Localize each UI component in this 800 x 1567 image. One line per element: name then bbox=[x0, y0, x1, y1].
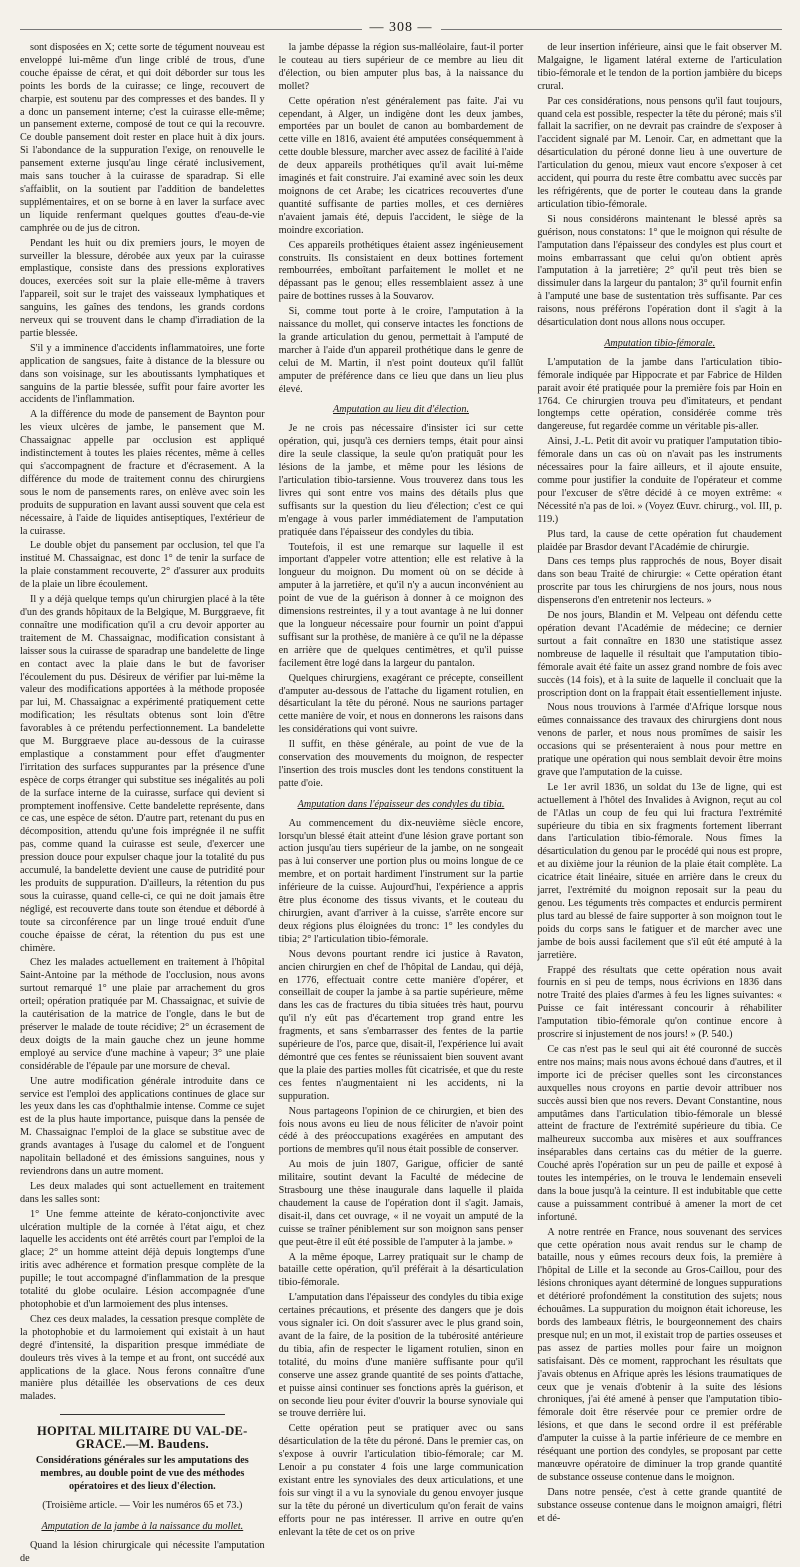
paragraph: Nous devons pourtant rendre ici justice à Ravaton, ancien chirurgien en chef de l'hôpital de Landau, qui déjà, en 1776, effectuait contre cette manière d'opérer, et conseillait de couper la jambe à sa partie supérieure, même dans les cas de fractures du tibia situées très haut, pourvu qu'il n'y eût pas d'écartement trop grand entre les fragments, et sans s'embarrasser des fentes de la partie supérieure de l'os, parce que, disait-il, l'expérience lui avait démontré que ces fentes se réunissaient bien souvent avant que la plaie des parties molles fût cicatrisée, et que du reste ces fentes n'augmentaient ni les accidents, ni la suppuration. bbox=[278, 948, 524, 1102]
paragraph: Ces appareils prothétiques étaient assez ingénieusement construits. Ils consistaient en deux bottines fortement rembourrées, emboîtant parfaitement le mollet et ne dépassant pas le genou; elles ressemblaient assez à une paire de bottines russes à la Souvarov. bbox=[278, 239, 524, 303]
section-title-election: Amputation au lieu dit d'élection. bbox=[332, 404, 469, 416]
right-paragraphs-2 bbox=[537, 357, 782, 1526]
paragraph: Par ces considérations, nous pensons qu'il faut toujours, quand cela est possible, respecter la tête du péroné; mais s'il fallait la sacrifier, on ne devrait pas craindre de s'exposer à l'accident signalé par M. Lenoir. Car, en admettant que la désarticulation du péroné donne lieu à une ouverture de l'articulation du genou, mieux vaut encore s'exposer à cet accident, qui pourra du reste être combattu avec succès par les réfrigérents, que de porter le couteau dans la grande articulation tibio-fémorale. bbox=[537, 95, 782, 210]
paragraph: Ce cas n'est pas le seul qui ait été couronné de succès entre nos mains; mais nous avons échoué dans d'autres, et il importe ici de préciser quelles sont les circonstances auxquelles nous croyons en partie devoir attribuer nos succès aussi bien que nos revers. Devant Constantine, nous amputâmes dans l'articulation tibio-fémorale un blessé atteint de fracture de l'extrémité supérieure du tibia. Ce malheureux succomba aux misères et aux souffrances inséparables dans certains cas du métier de la guerre. Couché après l'opération sur un peu de paille et exposé à toutes les intempéries, on le trouva le lendemain enseveli dans la boue jusqu'à la ceinture. Il est indubitable que cette cause a puissamment contribué à amener la mort de cet infortuné. bbox=[537, 1043, 782, 1223]
paragraph: Les deux malades qui sont actuellement en traitement dans les salles sont: bbox=[20, 1180, 265, 1205]
paragraph: Au commencement du dix-neuvième siècle encore, lorsqu'un blessé était atteint d'une lésion grave portant son action jusqu'au tiers supérieur de la jambe, on ne songeait pas à lui conserver une portion plus ou moins longue de ce membre, et on portait hardiment l'instrument sur la partie inférieure de la cuisse. Aujourd'hui, l'expérience a appris être plus économe des tissus vivants, et le couteau du chirurgien, avant d'arriver à la cuisse, s'arrête encore sur deux régions plus éloignées du tronc: 1° les condyles du tibia; 2° l'articulation tibio-fémorale. bbox=[278, 817, 524, 945]
paragraph: Toutefois, il est une remarque sur laquelle il est important d'appeler votre attention; elle est relative à la longueur du moignon. Du moment où on se décide à amputer à la jarretière, et qu'il n'y a aucun inconvénient au point de vue de la guérison à donner à ce moignon des dimensions restreintes, il y a tout avantage à ne lui donner que la longueur nécessaire pour fournir un point d'appui suffisant sur la prothèse, de manière à ce qu'il ne la dépasse en arrière que de quelques centimètres, et qu'il puisse facilement être logé dans la largeur du pantalon. bbox=[278, 541, 524, 669]
paragraph: Si nous considérons maintenant le blessé après sa guérison, nous constatons: 1° que le moignon qui résulte de l'amputation dans l'épaisseur des condyles est plus court et moins embarrassant que celui qu'on obtient après l'amputation à la jarretière; 2° qu'il peut très bien se dissimuler dans la largeur du pantalon; 3° qu'il fournit enfin à l'amputé une base de sustentation très suffisante. Par ces raisons, nous préférons l'opération dont il s'agit à la désarticulation dont nous allons nous occuper. bbox=[537, 213, 782, 329]
paragraph: Je ne crois pas nécessaire d'insister ici sur cette opération, qui, jusqu'à ces derniers temps, était pour ainsi dire la seule classique, la seule qu'on pratiquât pour les lésions de la jambe, et même pour les lésions de l'articulation tibio-tarsienne. Vous trouverez dans tous les livres qui sont entre vos mains des détails plus que suffisants sur la question du lieu d'élection; c'est ce qui m'engage à vous parler immédiatement de l'amputation pratiquée dans l'épaisseur des condyles du tibia. bbox=[278, 423, 524, 538]
paragraph: Si, comme tout porte à le croire, l'amputation à la naissance du mollet, qui conserve intactes les fonctions de la grande articulation du genou, permettait à l'amputé de marcher à l'aide d'un appareil prothétique dans le genre de celui de M. Martin, il n'est point douteux qu'il fallût amputer de préférence dans ce lieu que dans un lieu plus élevé. bbox=[278, 306, 524, 395]
paragraph: Une autre modification générale introduite dans ce service est l'emploi des applications continues de glace sur les yeux dans les cas d'ophthalmie intense. Comme ce sujet est de la plus haute importance, puisque dans la pensée de M. Chassaignac l'emploi de la glace se substitue avec de grands avantages à l'usage du calomel et de l'onguent napolitain belladoné et des émissions sanguines, nous y reviendrons dans un autre moment. bbox=[20, 1075, 265, 1177]
paragraph: Chez ces deux malades, la cessation presque complète de la photophobie et du larmoiement qui existait à un haut degré d'intensité, la disparition presque immédiate de douleurs très vives à la tempe et au front, ont succédé aux applications de la glace. Nous ferons connaître d'une manière plus détaillée les observations de ces deux malades. bbox=[20, 1313, 265, 1403]
paragraph: A notre rentrée en France, nous souvenant des services que cette opération nous avait rendus sur le champ de bataille, nous y eûmes recours deux fois, la première à l'hôpital de Lille et la seconde au Gros-Caillou, pour des lésions chroniques ayant déterminé de longues suppurations et détérioré profondément la constitution des sujets; nous échouâmes. La suppuration du moignon était ichoreuse, les bords des lambeaux flétris, le bourgeonnement des chairs presque nul; en un mot, il existait trop de parties osseuses et pas assez de parties molles pour faire un moignon satisfaisant. Dès ce moment, rapprochant les résultats que j'avais obtenus en Afrique après les lésions traumatiques de ceux que je venais d'obtenir à la suite des lésions chroniques, j'ai été amené à penser que l'amputation tibio-fémorale doit être réservée pour ce premier ordre de lésions, et que dans le second ordre il est préférable d'amputer la cuisse à la partie inférieure de ce membre en réséquant une portion des condyles, se proposant par cette manœuvre opératoire de diminuer la trop grande quantité de substance osseuse contenue dans le moignon. bbox=[537, 1226, 782, 1483]
article-reference: (Troisième article. — Voir les numéros 65 et 73.) bbox=[42, 1499, 243, 1511]
right-paragraphs-1 bbox=[537, 42, 782, 330]
paragraph: Nous partageons l'opinion de ce chirurgien, et bien des fois nous avons eu lieu de nous féliciter de n'avoir point cédé à des préoccupations exagérées en amputant des portions de membres qu'il nous était possible de conserver. bbox=[278, 1105, 524, 1156]
paragraph: Au mois de juin 1807, Garigue, officier de santé militaire, soutint devant la Faculté de médecine de Strasbourg une thèse inaugurale dans laquelle il plaida chaudement la cause de l'opération dont il s'agit. Jamais, disait-il, dans cet ouvrage, « il ne voyait un amputé de la cuisse se traîner péniblement sur son moignon sans penser que peut-être il eût été possible de l'amputer à la jambe. » bbox=[278, 1159, 524, 1248]
paragraph: Plus tard, la cause de cette opération fut chaudement plaidée par Brasdor devant l'Académie de chirurgie. bbox=[537, 528, 782, 553]
column-separator bbox=[60, 1414, 225, 1415]
hospital-subtitle: Considérations générales sur les amputations des membres, au double point de vue des méthodes opératoires et des lieux d'élection. bbox=[35, 1455, 249, 1492]
paragraph: S'il y a imminence d'accidents inflammatoires, une forte application de sangsues, faite à distance de la blessure ou dans son voisinage, sur les aboutissants lymphatiques et sanguins de la partie blessée, suffit pour faire avorter les accidents de l'inflammation. bbox=[20, 342, 265, 406]
paragraph: la jambe dépasse la région sus-malléolaire, faut-il porter le couteau au tiers supérieur de ce membre au lieu dit d'élection, ou bien amputer plus bas, à la naissance du mollet? bbox=[278, 42, 524, 92]
section-title-leg-amputation: Amputation de la jambe à la naissance du mollet. bbox=[41, 1520, 244, 1532]
paragraph: Cette opération n'est généralement pas faite. J'ai vu cependant, à Alger, un indigène dont les deux jambes, emportées par un boulet de canon au bombardement de cette ville en 1816, avaient été amputées conséquemment à cette double blessure, marcher avec assez de facilité à l'aide de deux appareils prothétiques qu'il avait lui-même imaginés et fait construire. J'ai examiné avec soin les deux moignons de cet Arabe; les cicatrices recouvertes d'une quantité suffisante de parties molles, et ces dernières n'avaient jamais été, depuis l'accident, le siège de la moindre excoriation. bbox=[278, 95, 524, 236]
paragraph: de leur insertion inférieure, ainsi que le fait observer M. Malgaigne, le ligament latéral externe de l'articulation tibio-fémorale et le tendon de la portion jambière du biceps crural. bbox=[537, 42, 782, 92]
page-number: — 308 — bbox=[362, 20, 441, 35]
left-column bbox=[20, 42, 265, 1567]
paragraph: Dans notre pensée, c'est à cette grande quantité de substance osseuse contenue dans le moignon amaigri, flétri et dé- bbox=[537, 1486, 782, 1524]
right-column bbox=[537, 42, 782, 1567]
section-title-tibio-femorale: Amputation tibio-fémorale. bbox=[604, 337, 716, 349]
middle-column bbox=[279, 42, 524, 1567]
middle-paragraphs-1 bbox=[279, 42, 524, 396]
hospital-title: HOPITAL MILITAIRE DU VAL-DE-GRACE.—M. Baudens. bbox=[37, 1424, 248, 1452]
middle-paragraphs-2 bbox=[279, 423, 524, 790]
closing-paragraph: Quand la lésion chirurgicale qui nécessite l'amputation de bbox=[20, 1539, 265, 1564]
paragraph: De nos jours, Blandin et M. Velpeau ont défendu cette opération devant l'Académie de médecine; ce dernier surtout a fait connaître en 1830 une statistique assez nombreuse de laquelle il résultait que l'amputation tibio-fémorale avait été faite un assez grand nombre de fois avec succès (14 fois), et à la suite de laquelle il concluait que la proscription dont on la frappait était essentiellement injuste. bbox=[537, 610, 782, 699]
paragraph: Nous nous trouvions à l'armée d'Afrique lorsque nous eûmes connaissance des travaux des chirurgiens dont nous venons de parler, et nous nous promîmes de saisir les occasions qui se présenteraient à nous pour mettre en pratique une opération qui nous semblait devoir être moins grave que l'amputation de la cuisse. bbox=[537, 702, 782, 778]
paragraph: Il suffit, en thèse générale, au point de vue de la conservation des mouvements du moignon, de respecter l'insertion des trois muscles dont les tendons constituent la patte d'oie. bbox=[278, 739, 524, 789]
paragraph: Dans ces temps plus rapprochés de nous, Boyer disait dans son beau Traité de chirurgie: « Cette opération étant proscrite par tous les chirurgiens de nos jours, nous nous dispenserons d'en entretenir nos lecteurs. » bbox=[537, 556, 782, 607]
paragraph: Le double objet du pansement par occlusion, tel que l'a institué M. Chassaignac, est donc 1° de tenir la surface de la plaie constamment recouverte, 2° d'assurer aux produits de la plaie un libre écoulement. bbox=[20, 540, 265, 591]
paragraph: Frappé des résultats que cette opération nous avait fournis en si peu de temps, nous écrivions en 1836 dans notre Traité des plaies d'armes à feu les lignes suivantes: « Puisse ce fait intéressant concourir à réhabiliter l'amputation tibio-fémorale qu'on continue encore à proscrire si injustement de nos jours! » (P. 540.) bbox=[537, 964, 782, 1041]
paragraph: Chez les malades actuellement en traitement à l'hôpital Saint-Antoine par la méthode de l'occlusion, nous avons surtout remarqué 1° une plaie par arrachement du gros orteil; opération pratiquée par M. Chassaignac, et suivie de la cautérisation de la matrice de l'ongle, dans le but de préserver le malade de toute récidive; 2° un écrasement de deux doigts de la main gauche chez un jeune homme employé au service d'une machine à vapeur; 3° une plaie considérable de l'épaule par une morsure de cheval. bbox=[20, 957, 265, 1072]
page-header bbox=[20, 20, 782, 36]
paragraph: Ainsi, J.-L. Petit dit avoir vu pratiquer l'amputation tibio-fémorale dans un cas où on n'avait pas les instruments nécessaires pour la faire ailleurs, et il ajoute ensuite, comme pour justifier la conduite de l'opérateur et comme pour l'excuser de s'être décidé à ce moyen extrême: « Nécessité n'a pas de loi. » (Voyez Œuvr. chirurg., vol. III, p. 119.) bbox=[537, 436, 782, 525]
paragraph: Le 1er avril 1836, un soldat du 13e de ligne, qui est actuellement à l'hôtel des Invalides à Avignon, reçut au col de l'Atlas un coup de feu qui lui fractura l'extrémité supérieure du tibia en six fragments fortement liberrant dans l'articulation tibio-fémorale. Nous fîmes la désarticulation du genou par le procédé qui nous est propre, et au dixième jour la réunion de la plaie était complète. La cicatrice était linéaire, située en arrière dans le creux du jarret, l'extrémité du moignon reposait sur la peau du genou. Les téguments très compactes et endurcis permirent plus tard au blessé de faire supporter à son moignon tout le poids du corps sans le fatiguer et de marcher avec une jambe de bois aussi facilement que s'il eût été amputé à la jarretière. bbox=[537, 781, 782, 961]
paragraph: Quelques chirurgiens, exagérant ce précepte, conseillent d'amputer au-dessous de l'attache du ligament rotulien, en désarticulant la tête du péroné. Nous ne saurions partager cette manière de voir, et nous en donnerons les raisons dans les considérations qui vont suivre. bbox=[278, 672, 524, 736]
paragraph: Cette opération peut se pratiquer avec ou sans désarticulation de la tête du péroné. Dans le premier cas, on s'expose à ouvrir l'articulation tibio-fémorale; car M. Lenoir a pu constater 4 fois une large communication existant entre les synoviales des deux articulations, et une fois sur vingt il a vu la synoviale du genou envoyer jusque sur la tête du péroné un diverticulum qu'on ferait de vains efforts pour ne pas intéresser. Il arrive en outre qu'en enlevant la tête de cet os on prive bbox=[278, 1423, 524, 1538]
paragraph: sont disposées en X; cette sorte de tégument nouveau est enveloppé lui-même d'un linge criblé de trous, d'une couche épaisse de cérat, et qui doit déborder sur tous les points les bords de la cuirasse; ce linge, recouvert de charpie, est soutenu par des compresses et des bandes. Il y a donc un pansement interne; c'est la cuirasse elle-même; un pansement externe, composé de tout ce qui la recouvre. Ce double pansement doit rester en place huit à dix jours. Si l'abondance de la suppuration l'exige, on renouvelle le pansement externe jusqu'au linge cératé inclusivement, mais sans toucher à la cuirasse de sparadrap. Si elle s'affaiblit, on la soutient par l'addition de bandelettes supplémentaires, et on se borne à en laver la surface avec un liquide renfermant quelques gouttes d'eau-de-vie camphrée ou de jus de citron. bbox=[20, 42, 265, 234]
paragraph: Il y a déjà quelque temps qu'un chirurgien placé à la tête d'un des grands hôpitaux de la Belgique, M. Burggraeve, fit connaître une modification qu'il a cru devoir apporter au traitement de M. Chassaignac, modification consistant à laisser sous la cuirasse de sparadrap une bandelette de linge en contact avec la plaie dans le but de favoriser l'écoulement du pus. Désireux de vérifier par lui-même la valeur des modifications apportées à la méthode proposée par lui, M. Chassaignac a expérimenté pratiquement cette modification; les résultats obtenus sont loin d'être favorables à ce prétendu perfectionnement. La bandelette que M. Burggraeve place au-dessous de la cuirasse emplastique a constamment pour effet d'augmenter l'irritation des surfaces suppurantes par la présence d'une espèce de corps étranger qui substitue ses inégalités au poli de la surface interne de la cuirasse, surface qui devient si promptement inoffensive. Cette bandelette représente, dans ce cas, une espèce de séton. D'autre part, retenant du pus en décomposition, attendu qu'une fois imprégnée il ne suffit pas, comme quand la cuirasse est seule, d'exercer une pression douce pour expulser chaque jour la totalité du pus accumulé, la bandelette devient une cause de putridité pour les produits de suppuration. D'ailleurs, la rétention du pus sous la cuirasse, quand celle-ci, ce qui ne doit jamais être négligé, est recouverte dans toute son étendue et débordé à toute sa circonférence par un linge troué enduit d'une couche épaisse de cérat, la rétention du pus est une chimère. bbox=[20, 594, 265, 954]
paragraph: L'amputation de la jambe dans l'articulation tibio-fémorale indiquée par Hippocrate et par Fabrice de Hilden parait avoir été pratiquée pour la première fois par Hoin en 1764. Ce chirurgien trouva peu d'imitateurs, et pendant longtemps cette opération, considérée comme très dangereuse, fut regardée comme un véritable pis-aller. bbox=[537, 356, 782, 433]
middle-paragraphs-3 bbox=[279, 818, 524, 1540]
paragraph: Pendant les huit ou dix premiers jours, le moyen de surveiller la blessure, dérobée aux yeux par la cuirasse emplastique, consiste dans des pressions exploratives douces, exercées soit sur la plaie elle-même à travers l'appareil, soit sur le trajet des vaisseaux lymphatiques et sanguins, les gaînes des tendons, les grands cordons nerveux qui se trouvent dans le champ d'irradiation de la partie blessée. bbox=[20, 237, 265, 339]
paragraph: L'amputation dans l'épaisseur des condyles du tibia exige certaines précautions, et présente des dangers que je dois vous signaler ici. On doit s'assurer avec le plus grand soin, avant de la faire, de la position de la tubérosité antérieure du tibia, afin de respecter le ligament rotulien, sinon en totalité, du moins d'une manière suffisante pour qu'il conserve une assez grande quantité de ses points d'attache, et puisse ainsi continuer ses fonctions après la guérison, et on seconde lieu pour éviter d'ouvrir la bourse synoviale qui se trouve derrière lui. bbox=[278, 1292, 524, 1420]
paragraph: A la même époque, Larrey pratiquait sur le champ de bataille cette opération, qu'il préférait à la désarticulation tibio-fémorale. bbox=[278, 1251, 524, 1289]
left-paragraphs bbox=[20, 42, 265, 1404]
paragraph: 1° Une femme atteinte de kérato-conjonctivite avec ulcération multiple de la cornée à l'état aigu, et chez laquelle les accidents ont été arrêtés court par l'emploi de la glace; 2° un homme atteint déjà depuis longtemps d'une iritis avec adhérence et formation presque complète de la pupille; le tout accompagné d'inflammation de la presque totalité du globe oculaire. Lésion accompagnée d'une photophobie et d'un larmoiement des plus intenses. bbox=[20, 1208, 265, 1310]
paragraph: A la différence du mode de pansement de Baynton pour les vieux ulcères de jambe, le pansement que M. Chassaignac appelle par occlusion est appliqué indistinctement à toutes les plaies récentes, même à celles qui s'accompagnent de fracture et d'écrasement. A la différence du mode de traitement connu des chirurgiens sous le nom de pansements rares, on enlève avec soin les produits de suppuration en lavant aussi souvent que cela est nécessaire, à l'aide de liquides antiseptiques, l'extérieur de la cuirasse. bbox=[20, 409, 265, 537]
text-columns bbox=[20, 42, 782, 1567]
section-title-condyles: Amputation dans l'épaisseur des condyles du tibia. bbox=[297, 798, 505, 810]
